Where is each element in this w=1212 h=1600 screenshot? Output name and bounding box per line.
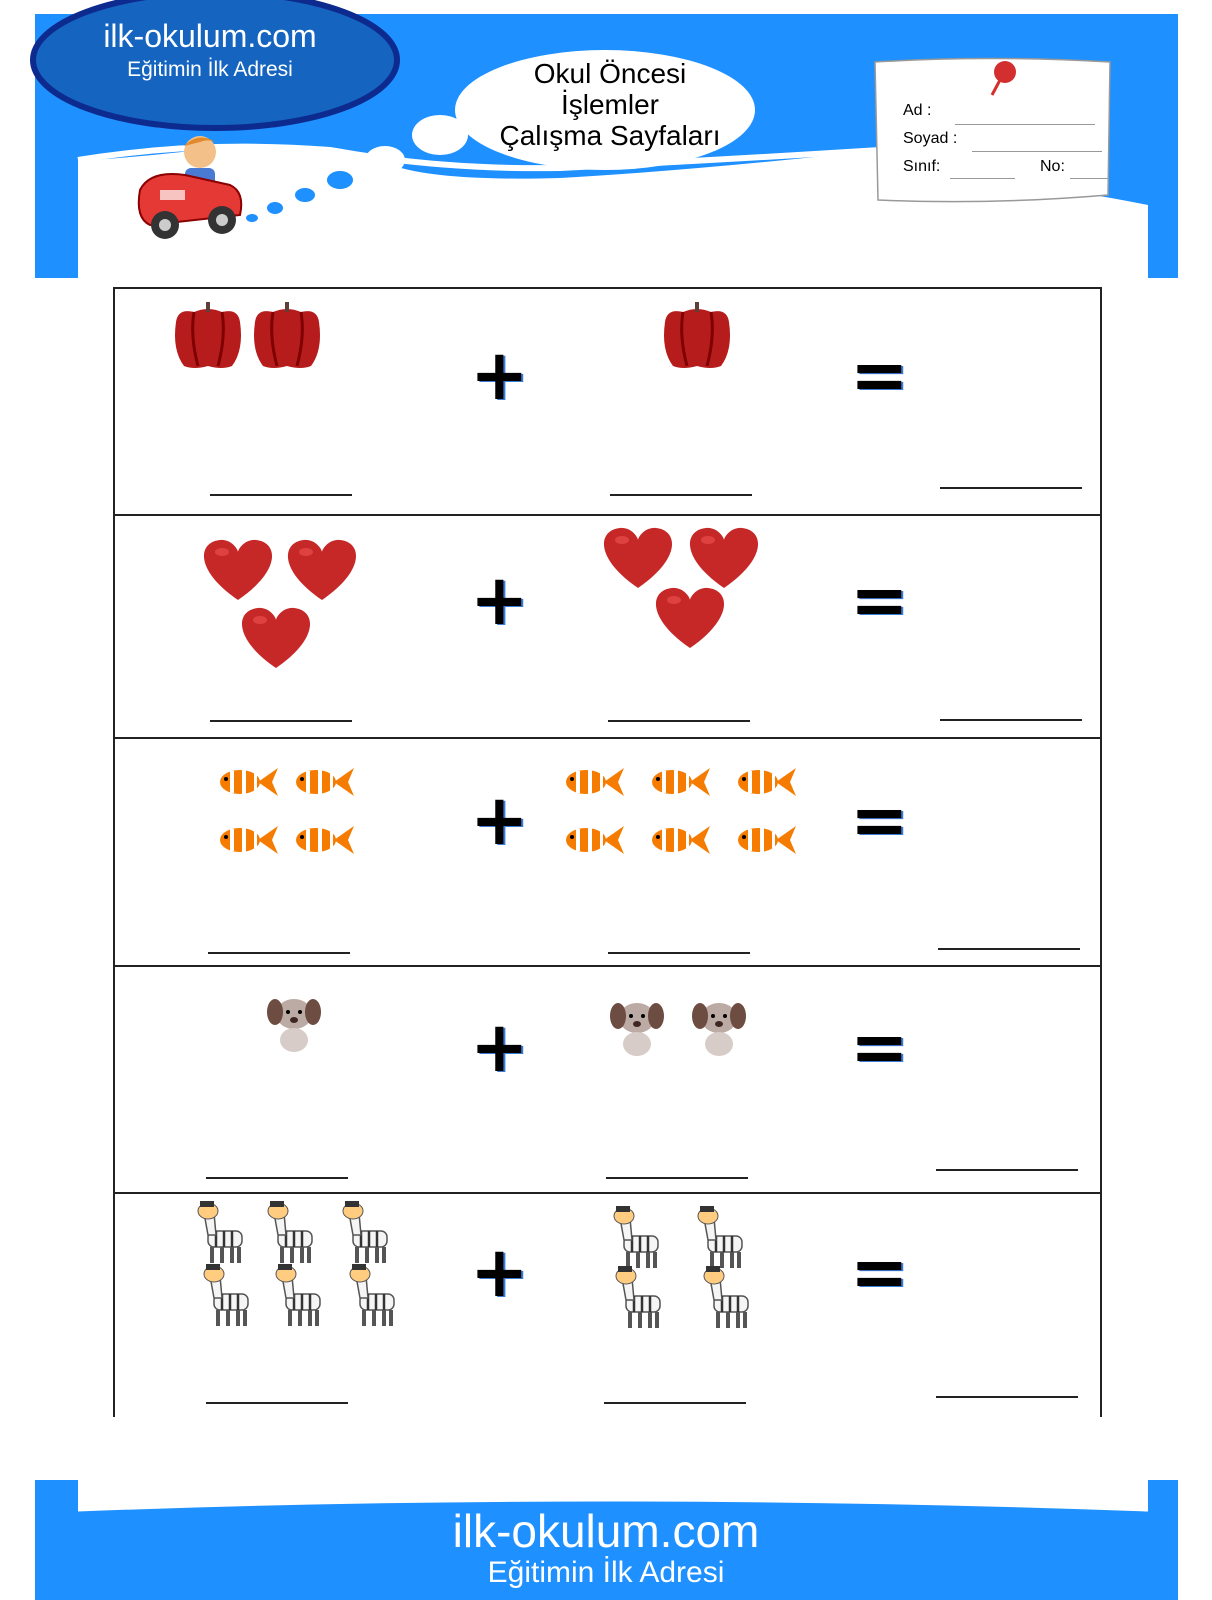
site-tagline: Eğitimin İlk Adresi <box>127 58 293 81</box>
worksheet-title-line-2: İşlemler <box>560 89 659 120</box>
fish-icon <box>220 826 278 854</box>
heart-icon <box>690 528 758 588</box>
footer-tagline: Eğitimin İlk Adresi <box>487 1556 725 1589</box>
heart-icon <box>288 540 356 600</box>
site-name: ilk-okulum.com <box>103 18 317 54</box>
fish-icon <box>652 768 710 796</box>
equals-sign: = <box>850 1006 909 1088</box>
zebra-icon <box>698 1206 742 1268</box>
ad-label: Ad : <box>903 102 932 119</box>
no-label: No: <box>1040 158 1065 175</box>
fish-icon <box>296 826 354 854</box>
equals-sign: = <box>850 1231 909 1313</box>
zebra-icon <box>614 1206 658 1268</box>
apple-icon <box>175 302 241 368</box>
puppy-icon <box>610 1003 664 1056</box>
zebra-icon <box>350 1264 394 1326</box>
zebra-icon <box>343 1201 387 1263</box>
sinif-label: Sınıf: <box>903 158 941 175</box>
zebra-icon <box>704 1266 748 1328</box>
soyad-label: Soyad : <box>903 130 958 147</box>
equals-sign: = <box>850 334 909 416</box>
plus-sign: + <box>470 1231 529 1313</box>
heart-icon <box>204 540 272 600</box>
puppy-icon <box>692 1003 746 1056</box>
footer-site-name: ilk-okulum.com <box>452 1505 760 1557</box>
plus-sign: + <box>470 1006 529 1088</box>
fish-icon <box>738 768 796 796</box>
zebra-icon <box>268 1201 312 1263</box>
apple-icon <box>664 302 730 368</box>
heart-icon <box>656 588 724 648</box>
fish-icon <box>566 768 624 796</box>
plus-sign: + <box>470 334 529 416</box>
zebra-icon <box>198 1201 242 1263</box>
heart-icon <box>242 608 310 668</box>
plus-sign: + <box>470 779 529 861</box>
zebra-icon <box>204 1264 248 1326</box>
equals-sign: = <box>850 559 909 641</box>
fish-icon <box>738 826 796 854</box>
zebra-icon <box>616 1266 660 1328</box>
fish-icon <box>652 826 710 854</box>
fish-icon <box>566 826 624 854</box>
plus-sign: + <box>470 559 529 641</box>
equals-sign: = <box>850 779 909 861</box>
zebra-icon <box>276 1264 320 1326</box>
apple-icon <box>254 302 320 368</box>
heart-icon <box>604 528 672 588</box>
fish-icon <box>296 768 354 796</box>
puppy-icon <box>267 999 321 1052</box>
worksheet-title-line-3: Çalışma Sayfaları <box>499 120 721 151</box>
worksheet-title-line-1: Okul Öncesi <box>533 58 687 89</box>
fish-icon <box>220 768 278 796</box>
